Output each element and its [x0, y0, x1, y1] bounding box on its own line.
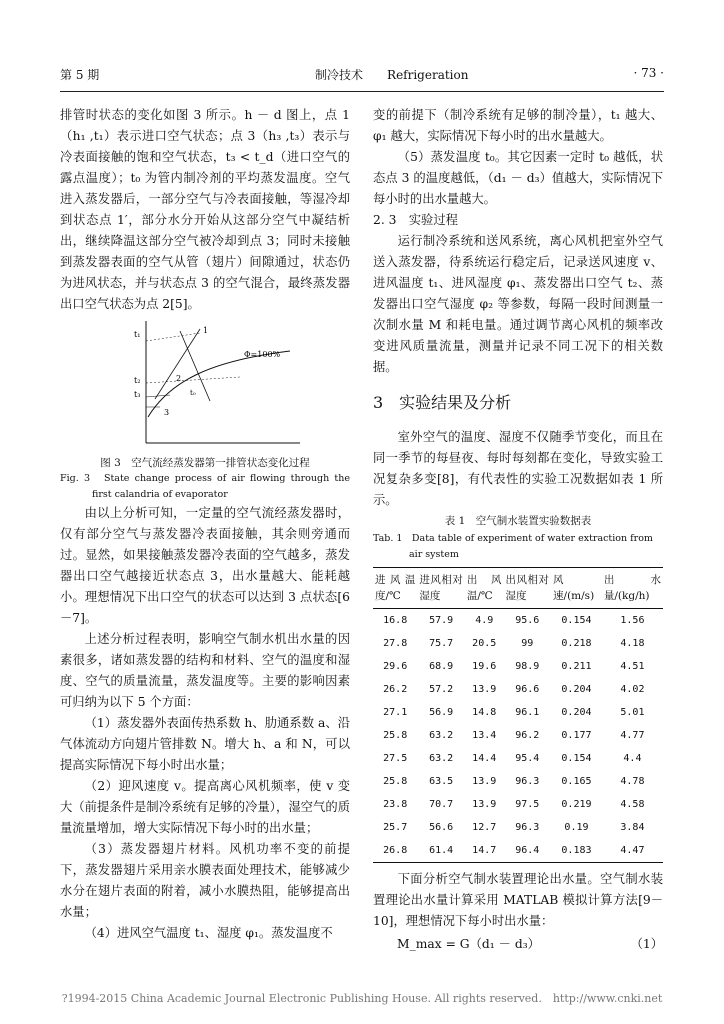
paragraph: 室外空气的温度、湿度不仅随季节变化，而且在同一季节的每昼夜、每时每刻都在变化，导致实验工况复杂多变[8]，有代表性的实验工况数据如表 1 所示。	[373, 430, 663, 507]
table-cell: 23.8	[383, 799, 408, 810]
list-item: （4）进风空气温度 t₁、湿度 φ₁。蒸发温度不	[84, 926, 333, 940]
table-cell: 19.6	[472, 661, 497, 672]
table-caption-en: Tab. 1 Data table of experiment of water extraction from air system	[373, 533, 653, 560]
table-row	[373, 678, 663, 701]
table-cell: 56.9	[429, 707, 454, 718]
table-cell: 96.3	[515, 776, 540, 787]
table-cell: 4.18	[620, 638, 645, 649]
page-number: · 73 ·	[633, 66, 664, 80]
table-cell: 27.8	[383, 638, 408, 649]
table-cell: 96.3	[515, 822, 540, 833]
equation-number: （1）	[630, 937, 663, 951]
t2-line	[146, 377, 240, 383]
table-cell: 56.6	[429, 822, 454, 833]
table-cell: 95.4	[515, 753, 540, 764]
table-cell: 13.4	[472, 730, 497, 741]
t1-line	[146, 333, 200, 341]
table-cell: 0.218	[561, 638, 592, 649]
table-cell: 4.4	[623, 753, 642, 764]
copyright-footer: ?1994-2015 China Academic Journal Electronic Publishing House. All rights reserved. http://www.cnki.net	[61, 992, 663, 1005]
figure-caption-en: Fig. 3 State change process of air flowing through the first calandria of evaporator	[60, 473, 350, 500]
column-header: 出风温/℃	[466, 574, 502, 602]
list-item: （5）蒸发温度 t₀。其它因素一定时 t₀ 越低，状态点 3 的温度越低，（d₁ － d₃）值越大，实际情况下每小时的出水量越大。	[373, 150, 663, 206]
table-cell: 63.5	[429, 776, 454, 787]
table-cell: 57.9	[429, 615, 454, 626]
table-cell: 0.204	[561, 707, 592, 718]
table-cell: 16.8	[383, 615, 408, 626]
table-cell: 63.2	[429, 753, 454, 764]
data-table	[373, 567, 663, 863]
table-cell: 27.1	[383, 707, 408, 718]
table-row	[373, 839, 663, 863]
saturation-curve	[148, 351, 290, 417]
page-header	[60, 66, 664, 86]
point-2-label: 2	[176, 374, 182, 383]
table-cell: 4.9	[475, 615, 494, 626]
table-cell: 96.4	[515, 845, 540, 856]
table-cell: 98.9	[515, 661, 540, 672]
table-cell: 95.6	[515, 615, 540, 626]
paragraph: 排管时状态的变化如图 3 所示。h － d 图上，点 1（h₁ ,t₁）表示进口空气状态；点 3（h₃ ,t₃）表示与冷表面接触的饱和空气状态，t₃ < t_d（进口空气的露点温度）；t₀ 为管内制冷剂的平均蒸发温度。空气进入蒸发器后，一部分空气与冷表面接触，等湿冷却到状态点 1′，部分水分开始从这部分空气中凝结析出，继续降温这部分空气被冷却到点 3；同时未接触到蒸发器表面的空气从管（翅片）间隙通过，状态仍为进风状态，并与状态点 3 的空气混合，最终蒸发器出口空气状态为点 2[5]。	[60, 108, 350, 311]
equation-text: M_max = G（d₁ － d₃）	[397, 937, 540, 951]
table-cell: 5.01	[620, 707, 645, 718]
equation	[373, 934, 663, 955]
table-cell: 0.154	[561, 753, 592, 764]
t2-label: t₂	[134, 376, 141, 385]
table-cell: 0.211	[561, 661, 592, 672]
table-cell: 57.2	[429, 684, 454, 695]
t1-label: t₁	[134, 330, 141, 339]
t3-label: t₃	[134, 390, 141, 399]
figure-3	[60, 321, 350, 451]
table-cell: 0.177	[561, 730, 592, 741]
table-row	[373, 816, 663, 839]
issue-number: 第 5 期	[60, 68, 100, 82]
table-cell: 20.5	[472, 638, 497, 649]
point-3-label: 3	[164, 408, 170, 417]
paragraph: 由以上分析可知，一定量的空气流经蒸发器时，仅有部分空气与蒸发器冷表面接触，其余则旁通而过。显然，如果接触蒸发器冷表面的空气越多，蒸发器出口空气越接近状态点 3，出水量越大、能耗越小。理想情况下出口空气的状态可以达到 3 点状态[6－7]。	[60, 506, 350, 625]
t3-line	[146, 395, 170, 397]
table-cell: 25.8	[383, 776, 408, 787]
paragraph: 变的前提下（制冷系统有足够的制冷量），t₁ 越大、φ₁ 越大，实际情况下每小时的出水量越大。	[373, 108, 663, 143]
column-header: 风速/(m/s)	[553, 574, 595, 602]
table-row	[373, 701, 663, 724]
list-item: （2）迎风速度 v。提高离心风机频率，使 v 变大（前提条件是制冷系统有足够的冷量），湿空气的质量流量增加，增大实际情况下每小时的出水量；	[60, 779, 350, 835]
phi-label: Φ=100%	[244, 350, 281, 359]
table-cell: 12.7	[472, 822, 497, 833]
table-cell: 0.183	[561, 845, 592, 856]
table-cell: 13.9	[472, 799, 497, 810]
table-cell: 96.6	[515, 684, 540, 695]
table-cell: 26.2	[383, 684, 408, 695]
table-cell: 27.5	[383, 753, 408, 764]
table-cell: 4.02	[620, 684, 645, 695]
list-item: （1）蒸发器外表面传热系数 h、肋通系数 a、沿气体流动方向翅片管排数 N。增大 h、a 和 N，可以提高实际情况下每小时出水量；	[60, 716, 350, 772]
table-cell: 68.9	[429, 661, 454, 672]
table-cell: 0.19	[564, 822, 589, 833]
table-cell: 14.7	[472, 845, 497, 856]
list-item: （3）蒸发器翅片材料。风机功率不变的前提下，蒸发器翅片采用亲水膜表面处理技术，能够减少水分在翅片表面的附着，减小水膜热阻，能够提高出水量；	[60, 842, 350, 919]
subsection-heading: 2. 3 实验过程	[373, 213, 458, 227]
table-row	[373, 747, 663, 770]
table-cell: 13.9	[472, 776, 497, 787]
column-header: 进风相对湿度	[419, 574, 463, 602]
table-row	[373, 770, 663, 793]
table-cell: 70.7	[429, 799, 454, 810]
table-cell: 4.58	[620, 799, 645, 810]
table-cell: 75.7	[429, 638, 454, 649]
table-cell: 0.154	[561, 615, 592, 626]
table-cell: 97.5	[515, 799, 540, 810]
table-row	[373, 609, 663, 633]
paragraph: 下面分析空气制水装置理论出水量。空气制水装置理论出水量计算采用 MATLAB 模拟计算方法[9－10]，理想情况下每小时出水量：	[373, 872, 663, 928]
table-cell: 4.77	[620, 730, 645, 741]
point-1-label: 1	[203, 326, 209, 335]
table-cell: 3.84	[620, 822, 645, 833]
table-cell: 96.2	[515, 730, 540, 741]
h-d-diagram	[60, 321, 350, 451]
table-cell: 29.6	[383, 661, 408, 672]
paragraph: 运行制冷系统和送风系统，离心风机把室外空气送入蒸发器，待系统运行稳定后，记录送风速度 v、进风温度 t₁、进风湿度 φ₁、蒸发器出口空气 t₂、蒸发器出口空气湿度 φ₂ 等参数，每隔一段时间测量一次制水量 M 和耗电量。通过调节离心风机的频率改变进风质量流量，测量并记录不同工况下的相关数据。	[373, 234, 663, 374]
table-cell: 25.7	[383, 822, 408, 833]
figure-caption-cn: 图 3 空气流经蒸发器第一排管状态变化过程	[100, 457, 310, 469]
table-row	[373, 655, 663, 678]
table-row	[373, 724, 663, 747]
journal-title: 制冷技术 Refrigeration	[315, 68, 469, 82]
table-cell: 0.165	[561, 776, 592, 787]
table-cell: 14.8	[472, 707, 497, 718]
table-cell: 61.4	[429, 845, 454, 856]
table-cell: 99	[521, 638, 534, 649]
right-column	[373, 105, 663, 955]
table-cell: 63.2	[429, 730, 454, 741]
table-cell: 14.4	[472, 753, 497, 764]
table-cell: 4.51	[620, 661, 645, 672]
table-header-row	[373, 568, 663, 609]
table-cell: 1.56	[620, 615, 645, 626]
section-heading: 3 实验结果及分析	[373, 393, 512, 412]
column-header: 出水量/(kg/h)	[603, 574, 661, 602]
table-cell: 4.47	[620, 845, 645, 856]
table-cell: 26.8	[383, 845, 408, 856]
table-row	[373, 632, 663, 655]
table-cell: 25.8	[383, 730, 408, 741]
table-cell: 96.1	[515, 707, 540, 718]
column-header: 进风温度/℃	[375, 574, 416, 602]
table-cell: 13.9	[472, 684, 497, 695]
paragraph: 上述分析过程表明，影响空气制水机出水量的因素很多，诸如蒸发器的结构和材料、空气的温度和湿度、空气的质量流量，蒸发温度等。主要的影响因素可归纳为以下 5 个方面：	[60, 632, 350, 709]
table-cell: 0.219	[561, 799, 592, 810]
header-rule	[60, 91, 664, 92]
column-header: 出风相对湿度	[505, 574, 550, 602]
table-cell: 0.204	[561, 684, 592, 695]
table-cell: 4.78	[620, 776, 645, 787]
t0-label: t₀	[190, 389, 196, 397]
left-column	[60, 105, 350, 944]
table-caption-cn: 表 1 空气制水装置实验数据表	[444, 515, 592, 527]
table-row	[373, 793, 663, 816]
